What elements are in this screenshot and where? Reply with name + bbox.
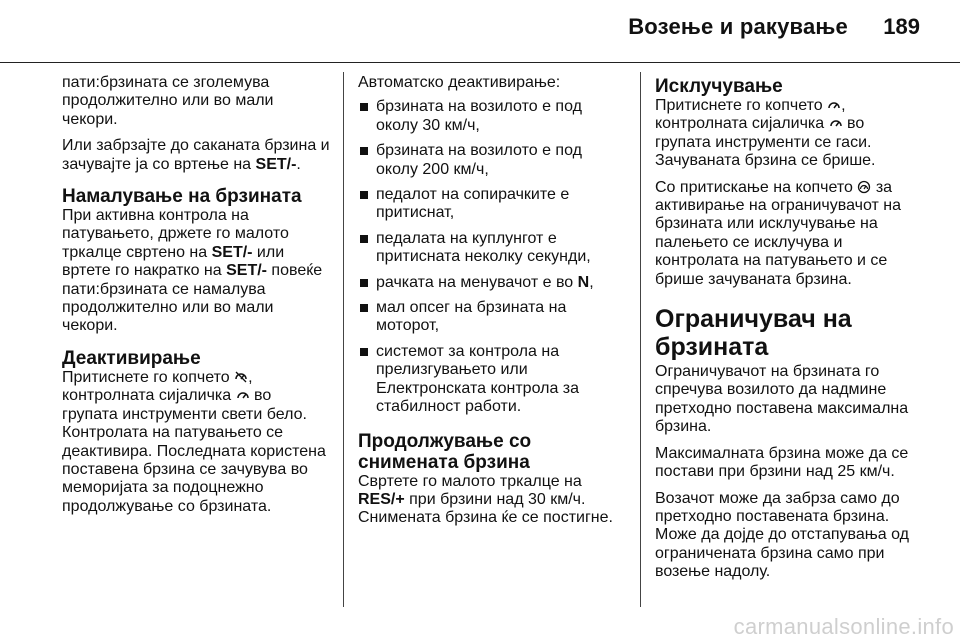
list-item: рачката на менувачот е во N, [358, 274, 626, 292]
paragraph-resume-speed: Свртете го малото тркалце на RES/+ при брзини над 30 км/ч. Снимената брзина ќе се постигне. [358, 472, 613, 527]
bullet-square [360, 304, 368, 312]
set-label: SET/- [211, 243, 253, 261]
paragraph-auto-deactivation: Автоматско деактивирање: [358, 74, 561, 91]
bullet-square [360, 147, 368, 155]
paragraph-switch-off: Притиснете го копчето , контролната сијаличка во групата инструменти се гаси. Зачуваната брзина се брише. [655, 97, 876, 170]
column-left [62, 74, 330, 524]
heading-speed-limiter: Ограничувач на брзината [655, 305, 852, 362]
list-item: брзината на возилото е под околу 200 км/ч, [358, 142, 626, 179]
column-divider [640, 72, 641, 607]
speed-limiter-button-icon [857, 180, 871, 194]
header-divider [0, 62, 960, 63]
paragraph-deactivation: Притиснете го копчето , контролната сијаличка во групата инструменти свети бело. Контролата на патувањето се деактивира. Последната користена поставена брзина се зачувува во меморијата за подоцнежно продолжување со брзината. [62, 368, 326, 515]
heading-deactivation: Деактивирање [62, 347, 201, 369]
list-item: педалот на сопирачките е притиснат, [358, 186, 626, 223]
cruise-cancel-button-icon [234, 370, 248, 384]
auto-deactivation-list [358, 98, 626, 416]
column-right [655, 74, 923, 590]
gear-neutral-label: N [577, 273, 590, 291]
cruise-control-indicator-icon [236, 388, 250, 402]
bullet-square [360, 235, 368, 243]
paragraph-increase-continued: пати:брзината се зголемува продолжително или во мали чекори. [62, 74, 274, 128]
res-label: RES/+ [358, 490, 405, 508]
bullet-square [360, 348, 368, 356]
cruise-control-button-icon [827, 98, 841, 112]
set-label: SET/- [226, 262, 267, 280]
set-label: SET/- [255, 155, 297, 173]
heading-resume-speed: Продолжување со снимената брзина [358, 430, 532, 473]
list-item: брзината на возилото е под околу 30 км/ч, [358, 98, 626, 135]
page-number: 189 [883, 14, 920, 39]
bullet-square [360, 191, 368, 199]
page-title: Возење и ракување [628, 14, 848, 39]
paragraph-decrease-speed: При активна контрола на патувањето, држете го малото тркалце свртено на SET/- или вртете го накратко на SET/- повеќе пати:брзината се намалува продолжително или во мали чекори. [62, 207, 323, 335]
list-item: системот за контрола на прелизгувањето или Електронската контрола за стабилност работи. [358, 343, 626, 417]
paragraph-limiter-max: Максималната брзина може да се постави при брзини над 25 км/ч. [655, 444, 909, 481]
column-middle [358, 74, 626, 536]
heading-switch-off: Исклучување [655, 76, 783, 97]
paragraph-limiter-activation: Со притискање на копчето за активирање на ограничувачот на брзината или исклучување на палењето се исклучува и контролата на патувањето и се брише зачуваната брзина. [655, 178, 901, 288]
paragraph-accelerate-save: Или забрзајте до саканата брзина и зачувајте ја со вртење на SET/-. [62, 137, 330, 173]
list-item: мал опсег на брзината на моторот, [358, 299, 626, 336]
page-header [0, 0, 960, 64]
bullet-square [360, 279, 368, 287]
watermark: carmanualsonline.info [733, 614, 954, 639]
cruise-control-indicator-icon [829, 116, 843, 130]
paragraph-limiter-intro: Ограничувачот на брзината го спречува возилото да надмине претходно поставена максимална брзина. [655, 363, 909, 436]
column-divider [343, 72, 344, 607]
paragraph-limiter-accelerate: Возачот може да забрза само до претходно поставената брзина. Може да дојде до отстапувања од ограничената брзина само при возење надолу. [655, 489, 909, 581]
bullet-square [360, 103, 368, 111]
heading-decrease-speed: Намалување на брзината [62, 186, 302, 208]
list-item: педалата на куплунгот е притисната неколку секунди, [358, 230, 626, 267]
